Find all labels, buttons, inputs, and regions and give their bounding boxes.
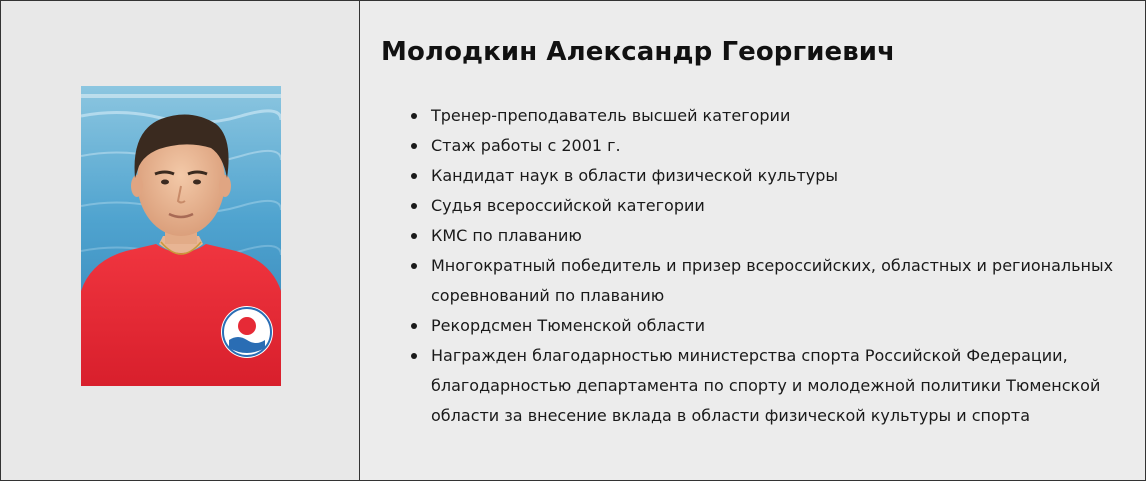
fact-item xyxy=(409,221,1124,251)
fact-item xyxy=(409,341,1124,431)
bullet-icon xyxy=(411,113,417,119)
fact-item xyxy=(409,131,1124,161)
photo-column xyxy=(1,1,359,480)
fact-text: Тренер-преподаватель высшей категории xyxy=(431,106,791,125)
coach-name: Молодкин Александр Георгиевич xyxy=(381,37,896,67)
info-column xyxy=(360,1,1145,480)
fact-item xyxy=(409,161,1124,191)
bullet-icon xyxy=(411,353,417,359)
bullet-icon xyxy=(411,233,417,239)
coach-photo xyxy=(81,86,281,386)
bullet-icon xyxy=(411,323,417,329)
fact-text: Судья всероссийской категории xyxy=(431,196,705,215)
fact-item xyxy=(409,311,1124,341)
facts-list xyxy=(409,101,1124,431)
fact-text: Награжден благодарностью министерства спорта Российской Федерации, благодарностью департамента по спорту и молодежной политики Тюменской области за внесение вклада в области физической культуры и спорта xyxy=(431,346,1101,425)
fact-text: Рекордсмен Тюменской области xyxy=(431,316,705,335)
bullet-icon xyxy=(411,143,417,149)
fact-text: Многократный победитель и призер всероссийских, областных и региональных соревнований по плаванию xyxy=(431,256,1114,305)
bullet-icon xyxy=(411,263,417,269)
bullet-icon xyxy=(411,203,417,209)
fact-item xyxy=(409,251,1124,311)
bullet-icon xyxy=(411,173,417,179)
fact-item xyxy=(409,101,1124,131)
fact-text: КМС по плаванию xyxy=(431,226,582,245)
fact-item xyxy=(409,191,1124,221)
fact-text: Стаж работы с 2001 г. xyxy=(431,136,621,155)
fact-text: Кандидат наук в области физической культуры xyxy=(431,166,839,185)
